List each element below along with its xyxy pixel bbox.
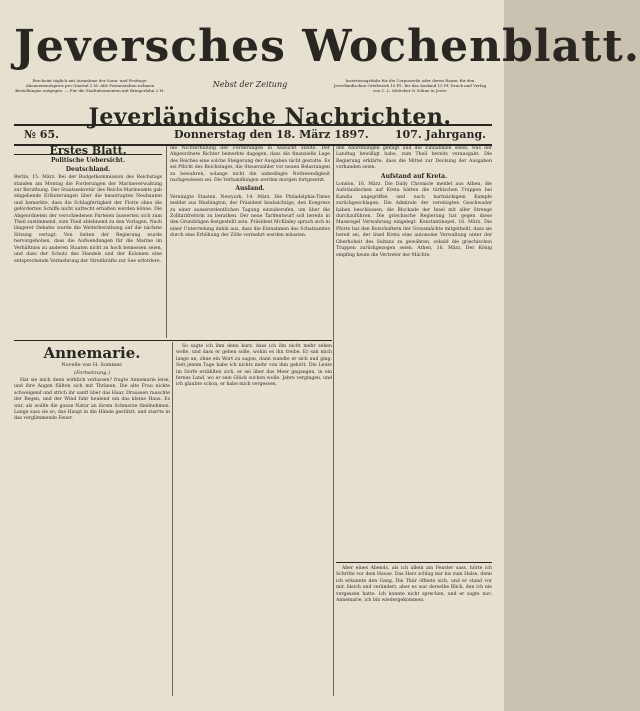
- column-divider: [333, 146, 334, 696]
- article-text: die Nichterfüllung der Forderungen in Aussicht stellte. Der Abgeordnete Richter bemerkte dagegen, dass die finanzielle Lage des Reiches eine solche Steigerung der Ausgaben nicht gestatte. Es sei Pflicht des Reichstages, die Steuerzahler vor neuen Belastungen zu bewahren, solange nicht die unbedingte Nothwendigkeit nachgewiesen sei. Die Verhandlungen werden morgen fortgesetzt.: [170, 146, 330, 184]
- article-text: London, 16. März. Die Daily Chronicle meldet aus Athen, die Aufständischen auf Kreta hätten die türkischen Truppen bei Kandia angegriffen und nach hartnäckigem Kampfe zurückgeschlagen. Die Admirale der vereinigten Geschwader haben beschlossen, die Blockade der Insel mit aller Strenge durchzuführen. Die griechische Regierung hat gegen diese Massregel Verwahrung eingelegt. Konstantinopel, 16. März. Die Pforte hat den Botschaftern der Grossmächte mitgetheilt, dass sie bereit sei, der Insel Kreta eine autonome Verwaltung unter der Oberhoheit des Sultans zu gewähren, sobald die griechischen Truppen zurückgezogen seien. Athen, 16. März. Der König empfing heute die Vertreter der Mächte.: [336, 182, 492, 258]
- serial-paragraph: Hat sie mich denn wirklich verlassen? fragte Annemarie leise, und ihre Augen füllten sich mit Thränen. Die alte Frau nickte schweigend und strich ihr sanft über das Haar. Draussen rauschte der Regen, und der Wind fuhr heulend um das kleine Haus. Es war, als wollte die ganze Natur an ihrem Schmerze theilnehmen. Lange sass sie so, das Haupt in die Hände gestützt, und starrte in das verglimmende Feuer.: [14, 378, 170, 422]
- masthead-title: Jeversches Wochenblatt.: [14, 21, 640, 72]
- region-heading: Deutschland.: [65, 165, 111, 173]
- issue-number: № 65.: [24, 128, 59, 141]
- issue-date: Donnerstag den 18. März 1897.: [174, 128, 369, 141]
- insertion-info: Insertionsgebühr für die Corpuszeile oder deren Raum: für den Jeverländischen Ortsbezirk 10 Pf., für das Ausland 15 Pf. Druck und Verlag von C. L. Mettcker & Söhne in Jever.: [333, 78, 487, 93]
- feuilleton-divider: [14, 340, 332, 341]
- feuilleton-divider: [336, 562, 492, 563]
- column-news: [170, 146, 330, 336]
- column-crete: [336, 146, 492, 562]
- column-politics: [14, 146, 162, 336]
- serial-continued: (Fortsetzung.): [74, 370, 110, 376]
- serial-text: [336, 566, 492, 696]
- serial-title: Annemarie.: [43, 344, 141, 362]
- article-text: den Anordnungen gefolgt und die Einnahmen seien, was der Landtag bewilligt habe, zum Theil bereits verausgabt. Die Regierung erklärte, dass die Mittel zur Deckung der Ausgaben vorhanden seien.: [336, 146, 492, 171]
- supplement-note: Nebst der Zeitung: [212, 80, 288, 89]
- serial-text: [14, 378, 170, 696]
- issue-volume: 107. Jahrgang.: [394, 128, 486, 141]
- serial-author: Novelle von H. Sommer.: [61, 362, 123, 368]
- column-divider: [172, 342, 173, 696]
- article-text: Vereinigte Staaten. Newyork, 14. März. Die Philadelphia-Times meldet aus Washington, der Präsident beabsichtige, den Kongress zu einer ausserordentlichen Tagung einzuberufen, um über die Zolltarifreform zu berathen. Der neue Tarifentwurf soll bereits in den Grundzügen festgestellt sein. Präsident McKinley sprach sich in einer Unterredung dahin aus, dass die Einnahmen des Schatzamtes durch eine Erhöhung der Zölle vermehrt werden müssten.: [170, 194, 330, 239]
- supplement-title: Jeverländische Nachrichten.: [88, 104, 452, 130]
- region-heading: Ausland.: [235, 185, 265, 193]
- subscription-info: Erscheint täglich mit Ausnahme der Sonn- und Festtage. Abonnementspreis pro Quartal 2 M. Alle Postanstalten nehmen Bestellungen entgegen. — Für die Stadtabonnenten mit Bringerlohn 2 M.: [15, 78, 165, 93]
- serial-paragraph: So sagte ich ihm denn kurz, dass ich ihn nicht mehr sehen wolle, und dass er gehen solle, wohin es ihn treibe. Er sah mich lange an, ohne ein Wort zu sagen, dann wandte er sich und ging. Seit jenem Tage habe ich nichts mehr von ihm gehört. Die Leute im Dorfe erzählten sich, er sei über das Meer gegangen, in ein fernes Land, wo er sein Glück suchen wolle. Jahre vergingen, und ich glaubte schon, er habe mich vergessen.: [176, 344, 332, 388]
- first-sheet-label: Erstes Blatt.: [14, 148, 162, 155]
- section-heading: Politische Uebersicht.: [50, 157, 126, 165]
- column-divider: [166, 146, 167, 338]
- serial-paragraph: Aber eines Abends, als ich allein am Fenster sass, hörte ich Schritte vor dem Hause. Das Herz schlug mir bis zum Halse, denn ich erkannte den Gang. Die Thür öffnete sich, und er stand vor mir, bleich und verändert, aber es war derselbe Blick, den ich nie vergessen hatte. Ich konnte nicht sprechen, und er sagte nur: Annemarie, ich bin wiedergekommen.: [336, 566, 492, 604]
- serial-text: [176, 344, 332, 696]
- article-text: Berlin, 15. März. Bei der Budgetkommission des Reichstags standen am Montag die Forderungen der Marineverwaltung zur Berathung. Der Staatssekretär des Reichs-Marineamts gab eingehende Erläuterungen über die beantragten Neubauten und bemerkte, dass die Schlagfertigkeit der Flotte ohne die geforderten Schiffe nicht aufrecht erhalten werden könne. Die Abgeordneten der verschiedenen Parteien äusserten sich zum Theil zustimmend, zum Theil ablehnend zu den Vorlagen. Nach längerer Debatte wurde die Weiterberathung auf die nächste Sitzung vertagt. Von Seiten der Regierung wurde hervorgehoben, dass die Aufwendungen für die Marine im Verhältniss zu anderen Staaten nicht zu hoch bemessen seien, und dass der Schutz des Handels und der Kolonien eine entsprechende Vermehrung der Streitkräfte zur See erfordere.: [14, 175, 162, 264]
- section-heading: Aufstand auf Kreta.: [380, 172, 448, 180]
- dateline: [14, 124, 492, 146]
